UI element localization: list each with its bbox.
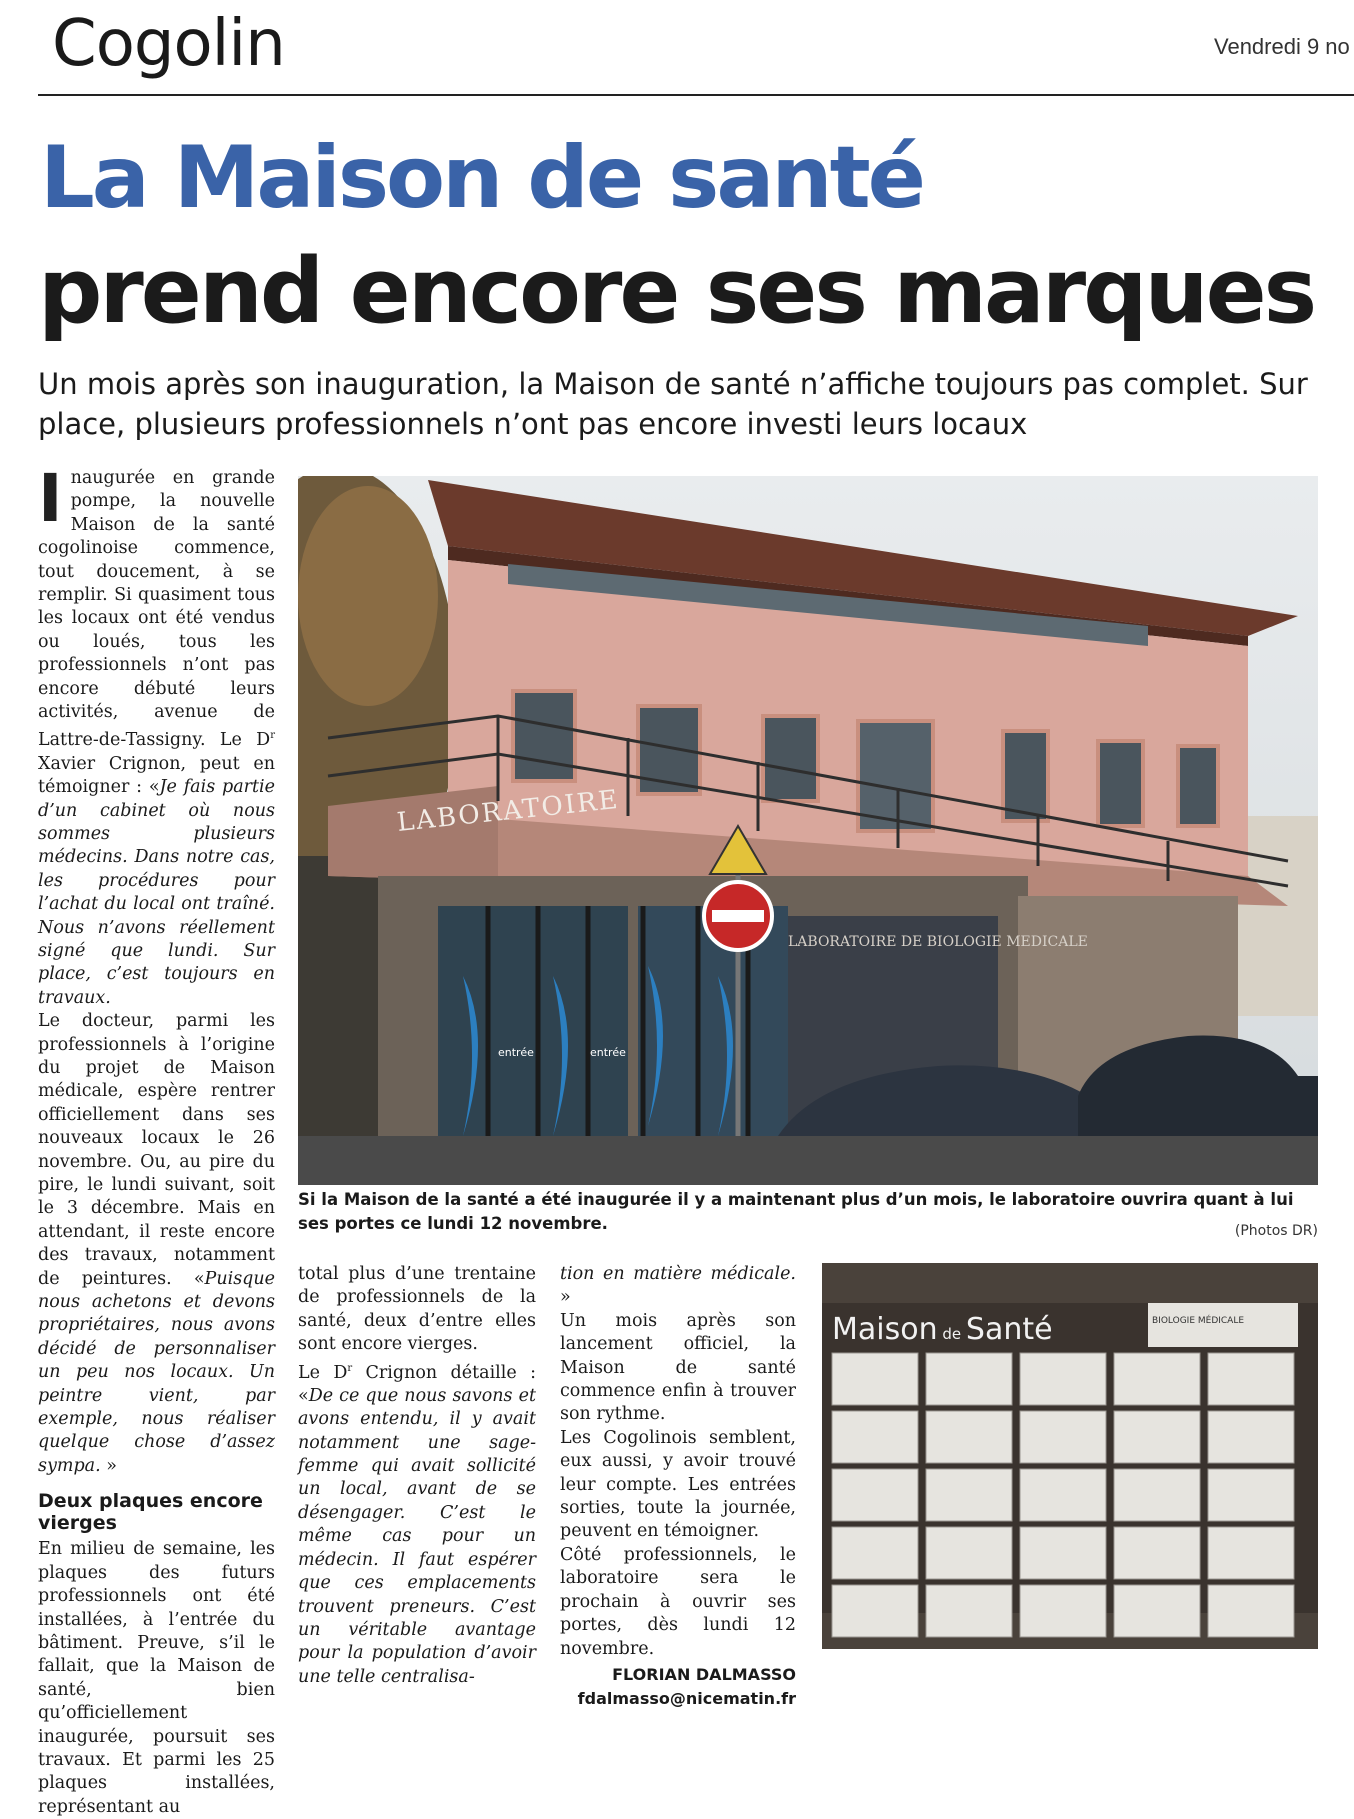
superscript: r (270, 730, 275, 742)
professional-plaque (832, 1411, 918, 1463)
photo-caption: Si la Maison de la santé a été inaugurée il y a maintenant plus d’un mois, le laboratoire ouvrira quant à lui ses portes ce lundi 12 novembre. (298, 1190, 1294, 1233)
subheading: Deux plaques encore vierges (38, 1490, 263, 1535)
professional-plaque (1114, 1353, 1200, 1405)
professional-plaque (1114, 1527, 1200, 1579)
professional-plaque (1208, 1469, 1294, 1521)
professional-plaque (1114, 1411, 1200, 1463)
professional-plaque (1020, 1411, 1106, 1463)
headline-line-2: prend encore ses marques (38, 239, 1315, 344)
text-run: Le D (298, 1362, 348, 1383)
professional-plaque (1020, 1469, 1106, 1521)
lede: Un mois après son inauguration, la Maison de santé n’affiche toujours pas complet. Sur place, plusieurs professionnels n’ont pas encore investi leurs locaux (38, 367, 1308, 441)
professional-plaque (1208, 1585, 1294, 1637)
professional-plaque (926, 1353, 1012, 1405)
professional-plaque (926, 1469, 1012, 1521)
professional-plaque (1114, 1469, 1200, 1521)
author-email: fdalmasso@nicematin.fr (577, 1688, 796, 1708)
paragraph-col3-3: Les Cogolinois semblent, eux aussi, y avoir trouvé leur compte. Les entrées sorties, toute la journée, peuvent en témoigner. (560, 1427, 796, 1542)
quote: De ce que nous savons et avons entendu, il y avait notamment une sage-femme qui avait sollicité un local, avant de se désengager. C’est le même cas pour un médecin. Il faut espérer que ces emplacements trouvent preneurs. C’est un véritable avantage pour la population d’avoir une telle centralisa- (298, 1385, 536, 1687)
professional-plaque (1020, 1585, 1106, 1637)
paragraph-col3-2: Un mois après son lancement officiel, la Maison de santé commence enfin à trouver son rythme. (560, 1310, 796, 1425)
superscript: r (347, 1362, 353, 1374)
plaque-title-word: Maison (832, 1312, 938, 1347)
plaque-title-word: Santé (965, 1312, 1053, 1347)
drop-cap: I (38, 460, 63, 537)
article-column-3 (560, 1263, 796, 1711)
photo-credit: (Photos DR) (1234, 1223, 1318, 1239)
text-run: » (560, 1287, 571, 1308)
professional-plaque (1208, 1411, 1294, 1463)
professional-plaque (832, 1585, 918, 1637)
section-title: Cogolin (52, 7, 285, 81)
professional-plaque (1114, 1585, 1200, 1637)
issue-date: Vendredi 9 no (1214, 34, 1350, 59)
headline-line-1: La Maison de santé (40, 128, 924, 228)
professional-plaque (1208, 1527, 1294, 1579)
paragraph-2 (38, 1010, 275, 1478)
quote: tion en matière médicale. (560, 1264, 796, 1284)
text-run: naugurée en grande pompe, la nouvelle Maison de la santé cogolinoise commence, tout doucement, à se remplir. Si quasiment tous les locaux ont été vendus ou loués, tous les professionnels n’ont pas encore débuté leurs activités, avenue de Lattre-de-Tassigny. Le D (38, 468, 275, 751)
professional-plaque (926, 1527, 1012, 1579)
text-run: Xavier Crignon, peut en témoigner : « (38, 753, 275, 798)
paragraph-3: En milieu de semaine, les plaques des futurs professionnels ont été installées, à l’entrée du bâtiment. Preuve, s’il le fallait, que la Maison de santé, bien qu’officiellement inaugurée, poursuit ses travaux. Et parmi les 25 plaques installées, représentant au (38, 1539, 275, 1817)
building-illustration (298, 476, 1318, 1185)
plaque-grid (832, 1353, 1294, 1637)
paragraph-col2-1: total plus d’une trentaine de professionnels de la santé, deux d’entre elles sont encore vierges. (298, 1264, 536, 1355)
maison-de-sante-plaque-title (832, 1312, 1053, 1347)
professional-plaque (926, 1411, 1012, 1463)
paragraph-col3-1 (560, 1263, 796, 1310)
building-photo (298, 476, 1318, 1185)
glass-lettering: LABORATOIRE DE BIOLOGIE MEDICALE (788, 934, 1088, 950)
author-byline: FLORIAN DALMASSO (612, 1664, 796, 1684)
professional-plaque (832, 1353, 918, 1405)
professional-plaque (832, 1527, 918, 1579)
quote: Puisque nous achetons et devons propriétaires, nous avons décidé de personnaliser un peu nos locaux. Un peintre vient, par exemple, nous réaliser quelque chose d’assez sympa. (38, 1268, 275, 1476)
text-run: » (100, 1455, 117, 1476)
article-column-2 (298, 1263, 536, 1689)
text-run: Crignon détaille : « (298, 1362, 536, 1406)
professional-plaque (1208, 1353, 1294, 1405)
paragraph-intro (38, 460, 275, 1010)
header-rule (38, 94, 1354, 96)
text-run: Le docteur, parmi les professionnels à l’origine du projet de Maison médicale, espère rentrer officiellement dans ses nouveaux locaux le 26 novembre. Ou, au pire du pire, le lundi suivant, soit le 3 décembre. Mais en attendant, il reste encore des travaux, notamment de peintures. « (38, 1011, 275, 1289)
professional-plaque (1020, 1527, 1106, 1579)
header-plaque-text: BIOLOGIE MÉDICALE (1152, 1316, 1245, 1326)
quote: Je fais partie d’un cabinet où nous sommes plusieurs médecins. Dans notre cas, les procédures pour l’achat du local ont traîné. Nous n’avons réellement signé que lundi. Sur place, c’est toujours en travaux. (38, 777, 275, 1008)
article-column-1 (38, 460, 275, 1819)
professional-plaque (832, 1469, 918, 1521)
paragraph-col3-4: Côté professionnels, le laboratoire sera le prochain à ouvrir ses portes, dès lundi 12 novembre. (560, 1544, 796, 1659)
professional-plaque (1020, 1353, 1106, 1405)
laboratoire-sign: LABORATOIRE (395, 784, 621, 838)
paragraph-col2-2 (298, 1357, 536, 1690)
door-label-1: entrée (498, 1046, 534, 1059)
plaque-title-word: de (942, 1325, 962, 1343)
professional-plaque (926, 1585, 1012, 1637)
door-label-2: entrée (590, 1046, 626, 1059)
